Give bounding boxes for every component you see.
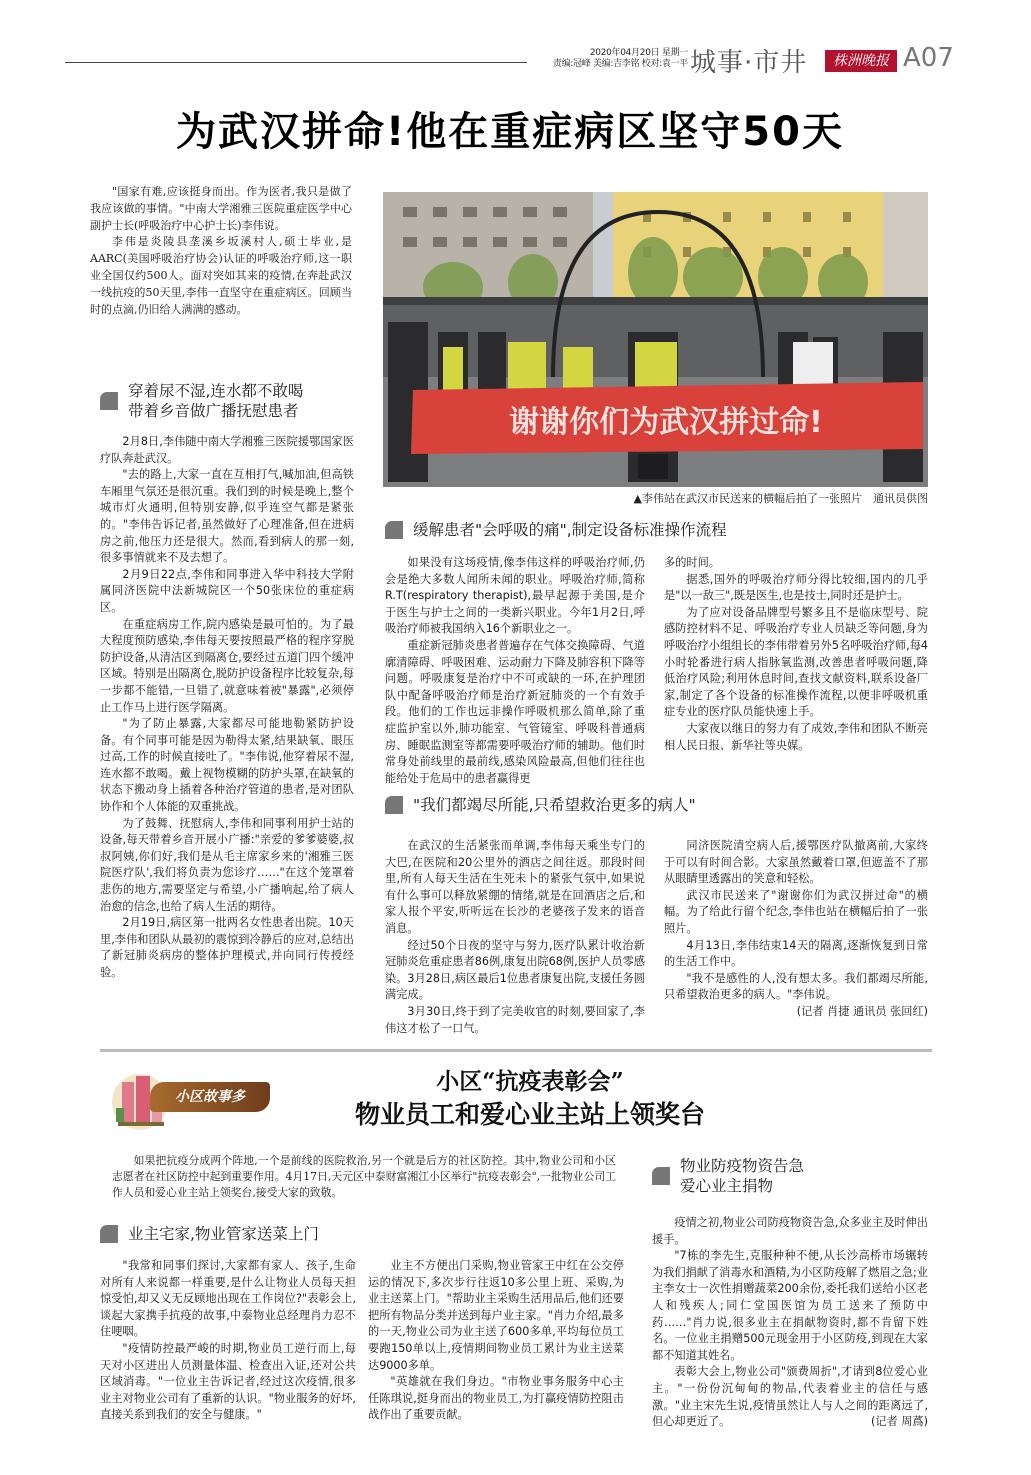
story2-headline [290, 1066, 770, 1132]
paragraph: "去的路上,大家一直在互相打气,喊加油,但高铁车厢里气氛还是很沉重。我们到的时候是晚上,整个城市灯火通明,但特别安静,似乎连空气都是紧张的。"李伟告诉记者,虽然做好了心理准备,但在进病房之前,他压力还是很大。然而,看到病人的那一刻,很多事情就来不及去想了。 [100, 468, 354, 565]
paragraph: 在重症病房工作,院内感染是最可怕的。为了最大程度预防感染,李伟每天要按照最严格的程序穿脱防护设备,从清洁区到隔离仓,要经过五道门四个缓冲区域。特别是出隔离仓,脱防护设备程序比较复杂,每一步都不能错,一旦错了,就意味着被"暴露",必须停止工作马上进行医学隔离。 [100, 617, 354, 714]
paragraph: "我不是感性的人,没有想太多。我们都竭尽所能,只希望救治更多的病人。"李伟说。 [664, 971, 928, 1002]
section3-col1 [385, 838, 645, 1037]
paragraph: 据悉,国外的呼吸治疗师分得比较细,国内的几乎是"以一敌三",既是医生,也是技士,同时还是护士。 [664, 572, 928, 603]
heading-square-icon [100, 392, 118, 410]
story2-sub1-heading [100, 1224, 319, 1244]
paragraph: "为了防止暴露,大家都尽可能地勒紧防护设备。有个同事可能是因为勒得太紧,结果缺氧、眼压过高,工作的时候直接吐了。"李伟说,他穿着尿不湿,连水都不敢喝。戴上视物模糊的防护头罩,在缺氧的状态下搬动身上插着各种治疗管道的患者,是对团队协作和个人体能的双重挑战。 [100, 717, 354, 814]
story2-sub2-title-line1: 物业防疫物资告急 [680, 1157, 805, 1175]
paragraph: 为了应对设备品牌型号繁多且不是临床型号、院感防控材料不足、呼吸治疗专业人员缺乏等问题,身为呼吸治疗小组组长的李伟带着另外5名呼吸治疗师,每4小时轮番进行病人指脉氧监测,改善患者呼吸问题,降低治疗风险;利用休息时间,查找文献资料,联系设备厂家,制定了各个设备的标准操作流程,以便非呼吸机重症专业的医疗队员能快速上手。 [664, 605, 928, 719]
paragraph: 4月13日,李伟结束14天的隔离,逐渐恢复到日常的生活工作中。 [664, 938, 928, 969]
intro-paragraph: "国家有难,应该挺身而出。作为医者,我只是做了我应该做的事情。"中南大学湘雅三医院重症医学中心副护士长(呼吸治疗中心护士长)李伟说。 [90, 185, 352, 232]
issue-date: 2020年04月20日 星期一 [589, 48, 688, 58]
main-headline: 为武汉拼命!他在重症病区坚守50天 [176, 109, 844, 155]
masthead-rule [65, 62, 527, 63]
intro [90, 184, 352, 318]
heading-square-icon [652, 1167, 670, 1185]
paragraph: 3月30日,终于到了完美收官的时刻,要回家了,李伟这才松了一口气。 [385, 1004, 645, 1035]
story2-sub1-col2 [368, 1258, 624, 1424]
section1-title-line1: 穿着尿不湿,连水都不敢喝 [128, 382, 304, 400]
paragraph: 为了鼓舞、抚慰病人,李伟和同事利用护士站的设备,每天带着乡音开展小广播:"亲爱的爹爹婆婆,叔叔阿姨,你们好,我们是从毛主席家乡来的'湘雅三医院医疗队',我们将负责为您诊疗……"在这个笼罩着悲伤的地方,需要坚定与希望,小广播响起,给了病人治愈的信念,也给了病人生活的期待。 [100, 816, 354, 913]
story2-sub1-title: 业主宅家,物业管家送菜上门 [128, 1225, 319, 1243]
photo-illustration [383, 192, 928, 487]
story2-lead [112, 1153, 616, 1201]
dateline [528, 48, 688, 70]
column-badge [108, 1068, 278, 1132]
heading-square-icon [385, 521, 403, 539]
paragraph: 大家夜以继日的努力有了成效,李伟和团队不断亮相人民日报、新华社等央媒。 [664, 721, 928, 752]
story2-headline-line2: 物业员工和爱心业主站上领奖台 [354, 1100, 705, 1129]
paragraph: 2月9日22点,李伟和同事进入华中科技大学附属同济医院中法新城院区一个50张床位的重症病区。 [100, 567, 354, 614]
news-photo [383, 192, 928, 487]
paragraph: 同济医院清空病人后,援鄂医疗队撤离前,大家终于可以有时间合影。大家虽然戴着口罩,但遮盖不了那从眼睛里透露出的笑意和轻松。 [664, 839, 928, 886]
story-divider [100, 1049, 932, 1052]
paragraph: 经过50个日夜的坚守与努力,医疗队累计收治新冠肺炎危重症患者86例,康复出院68例,医护人员零感染。3月28日,病区最后1位患者康复出院,支援任务圆满完成。 [385, 938, 645, 1002]
newspaper-logo: 株洲晚报 [825, 50, 897, 72]
paragraph: 表彰大会上,物业公司"颁费周折",才请到8位爱心业主。"一份份沉甸甸的物品,代表着业主的信任与感激。"业主宋先生说,疫情虽然让人与人之间的距离远了,但心却更近了。 [652, 1365, 928, 1429]
section2-col2 [664, 555, 928, 754]
paragraph: 2月8日,李伟随中南大学湘雅三医院援鄂国家医疗队奔赴武汉。 [100, 435, 354, 465]
section1-body [100, 434, 354, 982]
section3-title: "我们都竭尽所能,只希望救治更多的病人" [413, 796, 696, 814]
page-number: A07 [903, 43, 954, 73]
section-name: 城事·市井 [690, 48, 808, 78]
story2-sub2-title-line2: 爱心业主捐物 [680, 1177, 774, 1195]
paragraph: "7栋的李先生,克服种种不便,从长沙高桥市场辗转为我们捐献了消毒水和酒精,为小区防疫解了燃眉之急;业主李女士一次性捐赠蔬菜200余份,委托我们送给小区老人和残疾人;同仁堂国医馆为员工送来了预防中药……"肖力说,很多业主在捐献物资时,都不肯留下姓名。一位业主捐赠500元现金用于小区防疫,到现在大家都不知道其姓名。 [652, 1249, 928, 1362]
paragraph: 如果没有这场疫情,像李伟这样的呼吸治疗师,仍会是绝大多数人闻所未闻的职业。呼吸治疗师,简称R.T(respiratory therapist),最早起源于美国,是介于医生与护士之间的一类新兴职业。今年1月2日,呼吸治疗师被我国纳入16个新职业之一。 [385, 556, 645, 636]
story2-sub2-body [652, 1215, 928, 1431]
paragraph: 业主不方便出门采购,物业管家王中红在公交停运的情况下,多次步行往返10多公里上班、采购,为业主送菜上门。"帮助业主采购生活用品后,他们还要把所有物品分类并送到每户业主家。"肖力介绍,最多的一天,物业公司为业主送了600多单,平均每位员工要跑150单以上,疫情期间物业员工累计为业主送菜达9000多单。 [368, 1259, 624, 1372]
column-badge-label: 小区故事多 [150, 1082, 270, 1112]
paragraph-continuation: 多的时间。 [664, 556, 720, 569]
section2-title: 缓解患者"会呼吸的痛",制定设备标准操作流程 [413, 521, 727, 539]
paragraph: 2月19日,病区第一批两名女性患者出院。10天里,李伟和团队从最初的震惊到冷静后的应对,总结出了新冠肺炎病房的整体护理模式,并向同行传授经验。 [100, 916, 354, 979]
section1-heading [100, 381, 303, 421]
section1-title-line2: 带着乡音做广播抚慰患者 [128, 402, 299, 420]
paragraph: 在武汉的生活紧张而单调,李伟每天乘坐专门的大巴,在医院和20公里外的酒店之间往返。那段时间里,所有人每天生活在生死未卜的紧张气氛中,如果说有什么事可以释放紧绷的情绪,就是在回酒店之后,和家人报个平安,听听远在长沙的老婆孩子发来的语音消息。 [385, 839, 645, 935]
byline: (记者 周蔿) [870, 1415, 928, 1429]
story2-sub1-col1 [100, 1258, 356, 1424]
section3-col2 [664, 838, 928, 1021]
intro-paragraph: 李伟是炎陵县垄溪乡坂溪村人,硕士毕业,是AARC(美国呼吸治疗协会)认证的呼吸治疗师,这一职业全国仅约500人。面对突如其来的疫情,在奔赴武汉一线抗疫的50天里,李伟一直坚守在重症病区。回顾当时的点滴,仍旧给人满满的感动。 [90, 235, 352, 316]
heading-square-icon [100, 1225, 118, 1243]
photo-caption: ▲李伟站在武汉市民送来的横幅后拍了一张照片 通讯员供图 [633, 492, 928, 505]
banner-text: 谢谢你们为武汉拼过命! [509, 405, 823, 440]
section2-col1 [385, 555, 645, 787]
paragraph: "英雄就在我们身边。"市物业事务服务中心主任陈琪说,挺身而出的物业员工,为打赢疫情防控阻击战作出了重要贡献。 [368, 1375, 624, 1422]
story2-sub2-heading [652, 1156, 804, 1196]
paragraph: 重症新冠肺炎患者普遍存在气体交换障碍、气道廓清障碍、呼吸困难、运动耐力下降及肺容积下降等问题。呼吸康复是治疗中不可或缺的一环,在护理团队中配备呼吸治疗师是治疗新冠肺炎的一个有效手段。他们的工作也远非操作呼吸机那么简单,除了重症监护室以外,肺功能室、气管镜室、呼吸科普通病房、睡眠监测室等都需要呼吸治疗师的辅助。他们时常身处前线里的最前线,感染风险最高,但他们往往也能给处于危局中的患者赢得更 [385, 638, 645, 785]
paragraph: 武汉市民送来了"谢谢你们为武汉拼过命"的横幅。为了给此行留个纪念,李伟也站在横幅后拍了一张照片。 [664, 888, 928, 935]
story2-headline-line1: 小区“抗疫表彰会” [436, 1068, 624, 1095]
section3-heading [385, 795, 696, 815]
paragraph: "疫情防控最严峻的时期,物业员工逆行而上,每天对小区进出人员测量体温、检查出入证,还对公共区域消毒。"一位业主告诉记者,经过这次疫情,很多业主对物业公司有了重新的认识。"物业服务的好坏,直接关系到我们的安全与健康。" [100, 1341, 356, 1422]
paragraph: 疫情之初,物业公司防疫物资告急,众多业主及时伸出援手。 [652, 1216, 928, 1246]
paragraph: "我常和同事们探讨,大家都有家人、孩子,生命对所有人来说都一样重要,是什么让物业人员每天担惊受怕,却又义无反顾地出现在工作岗位?"表彰会上,谈起大家携手抗疫的故事,中泰物业总经理肖力忍不住哽咽。 [100, 1259, 356, 1339]
byline: (记者 肖捷 通讯员 张回红) [796, 1004, 928, 1018]
heading-square-icon [385, 796, 403, 814]
lead-paragraph: 如果把抗疫分成两个阵地,一个是前线的医院救治,另一个就是后方的社区防控。其中,物业公司和小区志愿者在社区防控中起到重要作用。4月17日,天元区中泰财富湘江小区举行"抗疫表彰会",一批物业公司工作人员和爱心业主站上领奖台,接受大家的致敬。 [112, 1154, 616, 1199]
editor-credits: 责编:冠峰 美编:吉李铭 校对:袁一平 [552, 59, 688, 69]
section2-heading [385, 520, 727, 540]
